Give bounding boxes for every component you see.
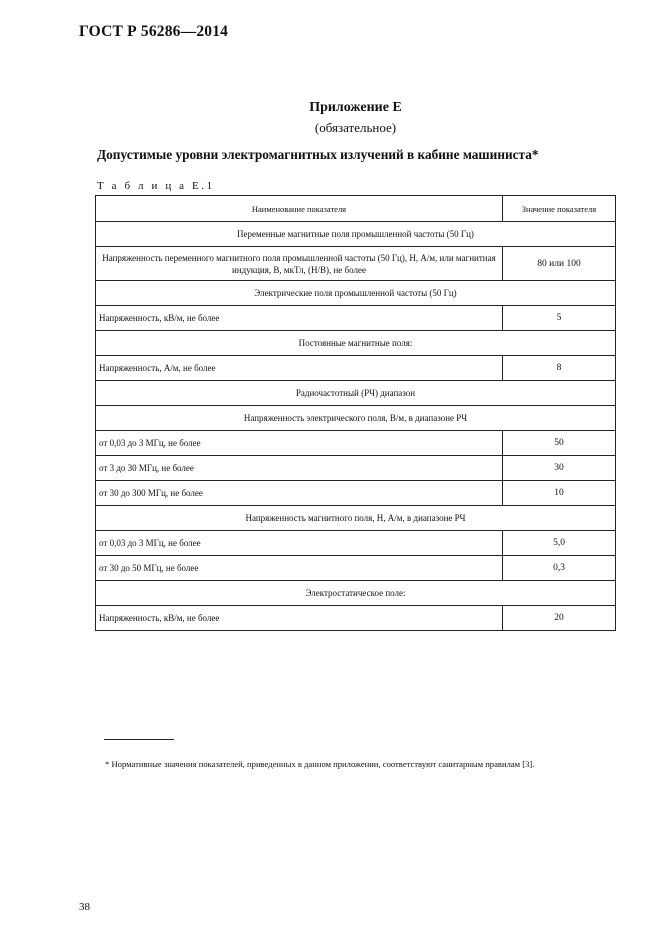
indicator-value: 10 (503, 481, 616, 506)
table-section-row (96, 381, 616, 406)
footnote: * Нормативные значения показателей, приведенных в данном приложении, соответствуют санитарным правилам [3]. (105, 759, 535, 769)
table-section-row (96, 406, 616, 431)
table-row (96, 356, 616, 381)
table-caption: Т а б л и ц а Е.1 (97, 180, 215, 192)
table-row (96, 556, 616, 581)
section-label: Радиочастотный (РЧ) диапазон (96, 381, 616, 406)
table-row (96, 481, 616, 506)
indicator-value: 30 (503, 456, 616, 481)
indicator-label: Напряженность, кВ/м, не более (96, 306, 503, 331)
indicator-label: от 30 до 300 МГц, не более (96, 481, 503, 506)
table-row (96, 456, 616, 481)
table-row (96, 306, 616, 331)
indicator-value: 5 (503, 306, 616, 331)
table-section-row (96, 581, 616, 606)
indicator-value: 20 (503, 606, 616, 631)
indicator-value: 8 (503, 356, 616, 381)
table-row (96, 247, 616, 281)
page-number: 38 (79, 901, 90, 913)
section-label: Переменные магнитные поля промышленной частоты (50 Гц) (96, 222, 616, 247)
column-header-name: Наименование показателя (96, 196, 503, 222)
indicator-value: 5,0 (503, 531, 616, 556)
indicator-value: 50 (503, 431, 616, 456)
indicator-label: от 30 до 50 МГц, не более (96, 556, 503, 581)
indicator-label: от 0,03 до 3 МГц, не более (96, 531, 503, 556)
indicator-label: Напряженность переменного магнитного поля промышленной частоты (50 Гц), Н, А/м, или магнитная индукция, В, мкТл, (Н/В), не более (96, 247, 503, 281)
document-header: ГОСТ Р 56286—2014 (79, 23, 229, 40)
main-title: Допустимые уровни электромагнитных излучений в кабине машиниста* (97, 147, 539, 162)
appendix-title: Приложение Е (309, 100, 402, 115)
section-label: Напряженность электрического поля, В/м, в диапазоне РЧ (96, 406, 616, 431)
indicator-label: от 3 до 30 МГц, не более (96, 456, 503, 481)
table-body (96, 196, 616, 631)
table-section-row (96, 331, 616, 356)
table-section-row (96, 506, 616, 531)
indicator-label: Напряженность, А/м, не более (96, 356, 503, 381)
indicator-value: 80 или 100 (503, 247, 616, 281)
appendix-subtitle: (обязательное) (314, 120, 397, 135)
section-label: Напряженность магнитного поля, Н, А/м, в диапазоне РЧ (96, 506, 616, 531)
table-row (96, 531, 616, 556)
table-row (96, 431, 616, 456)
section-label: Постоянные магнитные поля: (96, 331, 616, 356)
indicator-value: 0,3 (503, 556, 616, 581)
section-label: Электрические поля промышленной частоты (50 Гц) (96, 281, 616, 306)
table-header-row (96, 196, 616, 222)
table-row (96, 606, 616, 631)
table-section-row (96, 222, 616, 247)
column-header-value: Значение показателя (503, 196, 616, 222)
section-label: Электростатическое поле: (96, 581, 616, 606)
indicator-label: Напряженность, кВ/м, не более (96, 606, 503, 631)
emission-levels-table (95, 195, 616, 631)
indicator-label: от 0,03 до 3 МГц, не более (96, 431, 503, 456)
footnote-divider (104, 739, 174, 740)
table-section-row (96, 281, 616, 306)
